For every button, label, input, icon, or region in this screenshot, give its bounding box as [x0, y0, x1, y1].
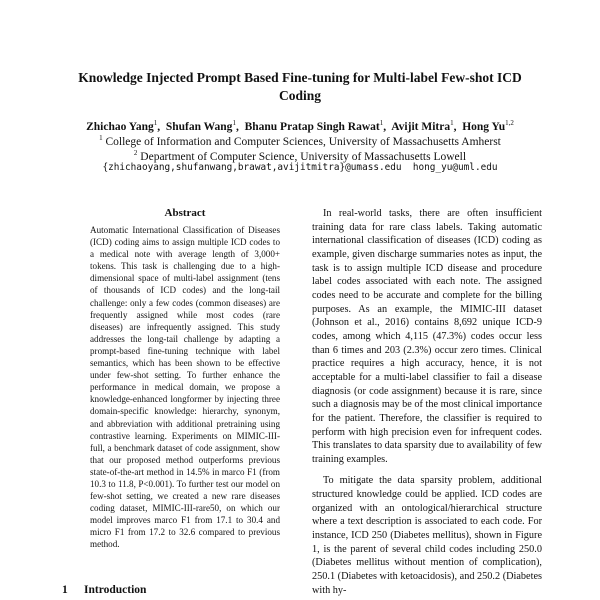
affiliation-mark: 1 [99, 134, 103, 142]
author-affiliation-mark: 1 [379, 119, 384, 127]
author-emails: {zhichaoyang,shufanwang,brawat,avijitmitra}@umass.edu hong_yu@uml.edu [102, 162, 498, 173]
author-affiliation-mark: 1 [232, 119, 236, 127]
author-affiliation-mark: 1 [450, 119, 454, 127]
section-number: 1 [62, 584, 68, 596]
intro-paragraph: In real-world tasks, there are often insufficient training data for rare class labels. Taking automatic international classification of diseases (ICD) coding as example, given discharge summaries notes as input, the task is to assign multiple ICD disease and procedure label codes associated with each note. The assigned codes need to be accurate and complete for the billing purposes. As an example, the MIMIC-III dataset (Johnson et al., 2016) contains 8,692 unique ICD-9 codes, among which 4,115 (47.3%) codes occur less than 6 times and 203 (2.3%) occur zero times. Clinical practice requires a high accuracy, hence, it is not acceptable for a multi-label classifier to fail a disease diagnosis (or code assignment) because it is rare, since such a diagnosis may be of the most clinical importance for the patient. Therefore, the classifier is required to perform with high precision even for infrequent codes. This translates to data sparsity due to availability of few training examples. [312, 208, 542, 465]
author-name: Avijit Mitra [391, 120, 451, 133]
abstract-heading: Abstract [164, 207, 206, 219]
right-column [312, 207, 542, 597]
affiliation-mark: 2 [133, 149, 138, 157]
author-affiliation-mark: 1 [153, 119, 158, 127]
author-affiliation-mark: 1,2 [505, 119, 514, 127]
abstract-body: Automatic International Classification of Diseases (ICD) coding aims to assign multiple ICD codes to a medical note with average length of 3,000+ tokens. This task is challenging due to a high-dimensional space of multi-label assignment (tens of thousands of ICD codes) and the long-tail challenge: only a few codes (common diseases) are frequently assigned while most codes (rare diseases) are infrequently assigned. This study addresses the long-tail challenge by adapting a prompt-based fine-tuning technique with label semantics, which has been shown to be effective under few-shot setting. To further enhance the performance in medical domain, we propose a knowledge-enhanced longformer by injecting three domain-specific knowledge: hierarchy, synonym, and abbreviation with additional pretraining using contrastive learning. Experiments on MIMIC-III-full, a benchmark dataset of code assignment, show that our proposed method outperforms previous state-of-the-art method in 14.5% in marco F1 (from 10.3 to 11.8, P<0.001). To further test our model on few-shot setting, we created a new rare diseases coding dataset, MIMIC-III-rare50, on which our model improves marco F1 from 17.1 to 30.4 and micro F1 from 17.2 to 32.6 compared to previous method. [90, 225, 280, 550]
author-list: Zhichao Yang$^1$, Shufan Wang$^1$, Bhanu Pratap Singh Rawat$^1$, Avijit Mitra$^1$, Hong Yu$^{1,2}$ [86, 119, 514, 133]
section-heading [62, 584, 262, 596]
author-name: Zhichao Yang [86, 120, 154, 133]
affiliation-text: Department of Computer Science, University of Massachusetts Lowell [140, 150, 467, 163]
author-name: Hong Yu [462, 120, 506, 133]
affiliation-text: College of Information and Computer Sciences, University of Massachusetts Amherst [105, 135, 501, 148]
author-name: Bhanu Pratap Singh Rawat [244, 120, 380, 133]
author-name: Shufan Wang [165, 120, 233, 133]
paper-title: Knowledge Injected Prompt Based Fine-tuning for Multi-label Few-shot ICD Coding [78, 70, 522, 103]
intro-paragraph: To mitigate the data sparsity problem, additional structured knowledge could be applied. ICD codes are organized with an ontological/hierarchical structure where a text description is associated to each code. For instance, ICD 250 (Diabetes mellitus), shown in Figure 1, is the parent of several child codes including 250.0 (Diabetes mellitus without mention of complication), 250.1 (Diabetes with ketoacidosis), and 250.2 (Diabetes with hy- [312, 475, 542, 596]
section-title: Introduction [84, 584, 147, 596]
